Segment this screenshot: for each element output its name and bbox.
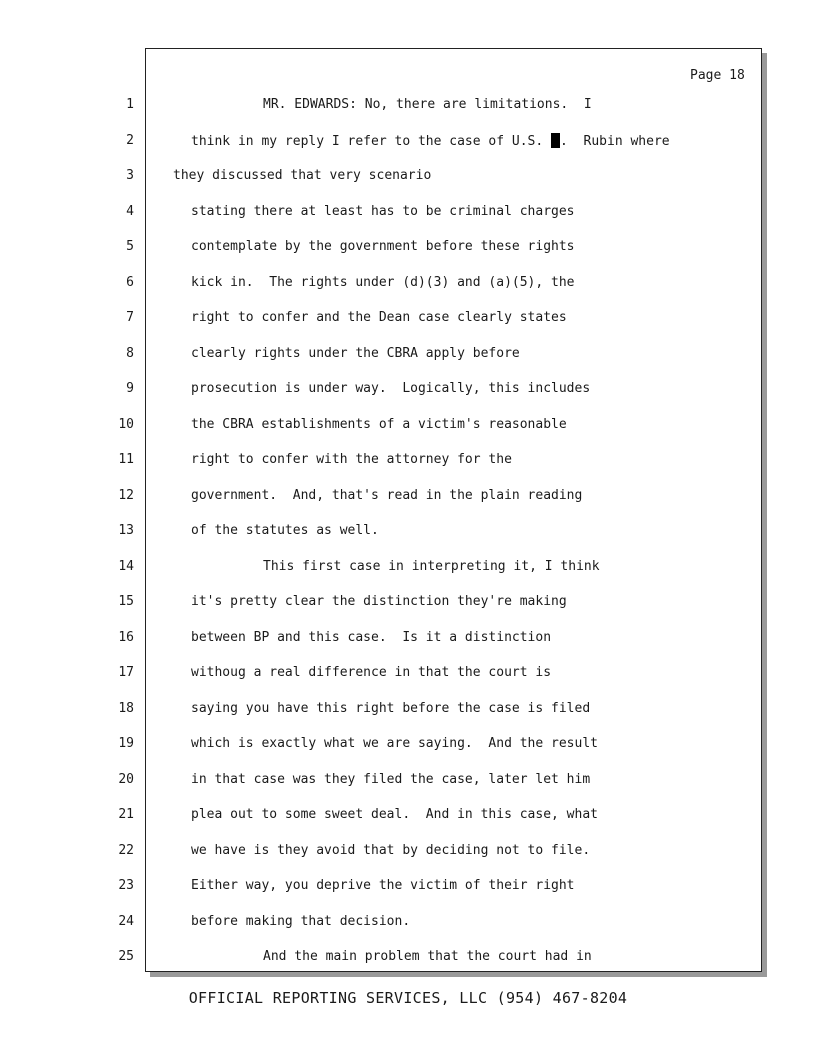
transcript-line: contemplate by the government before these rights — [191, 239, 575, 254]
line-number: 11 — [118, 452, 134, 467]
transcript-line: the CBRA establishments of a victim's reasonable — [191, 417, 567, 432]
transcript-line: right to confer with the attorney for the — [191, 452, 512, 467]
line-number: 15 — [118, 594, 134, 609]
line-number: 22 — [118, 843, 134, 858]
transcript-line: MR. EDWARDS: No, there are limitations. I — [263, 97, 592, 112]
line-number: 12 — [118, 488, 134, 503]
transcript-line — [191, 133, 670, 150]
transcript-line: Either way, you deprive the victim of their right — [191, 878, 575, 893]
transcript-line: which is exactly what we are saying. And the result — [191, 736, 598, 751]
line-number: 16 — [118, 630, 134, 645]
transcript-line: plea out to some sweet deal. And in this case, what — [191, 807, 598, 822]
transcript-line: between BP and this case. Is it a distinction — [191, 630, 552, 645]
transcript-line-part: think in my reply I refer to the case of U.S. — [191, 134, 552, 149]
line-number: 13 — [118, 523, 134, 538]
line-number: 14 — [118, 559, 134, 574]
line-number: 4 — [126, 204, 134, 219]
line-number: 1 — [126, 97, 134, 112]
line-number: 3 — [126, 168, 134, 183]
transcript-line: And the main problem that the court had in — [263, 949, 592, 964]
reporter-footer: OFFICIAL REPORTING SERVICES, LLC (954) 467-8204 — [188, 989, 628, 1007]
transcript-line: before making that decision. — [191, 914, 411, 929]
transcript-line: government. And, that's read in the plain reading — [191, 488, 583, 503]
redaction-block — [551, 133, 560, 148]
transcript-line: clearly rights under the CBRA apply before — [191, 346, 520, 361]
line-number: 17 — [118, 665, 134, 680]
line-number: 10 — [118, 417, 134, 432]
line-number: 24 — [118, 914, 134, 929]
line-number: 6 — [126, 275, 134, 290]
transcript-line: it's pretty clear the distinction they're making — [191, 594, 567, 609]
line-number: 19 — [118, 736, 134, 751]
transcript-line: This first case in interpreting it, I think — [263, 559, 600, 574]
line-number: 8 — [126, 346, 134, 361]
transcript-line: in that case was they filed the case, later let him — [191, 772, 591, 787]
transcript-line: saying you have this right before the case is filed — [191, 701, 591, 716]
transcript-line: withoug a real difference in that the court is — [191, 665, 552, 680]
line-number: 20 — [118, 772, 134, 787]
page-number: Page 18 — [690, 68, 745, 83]
transcript-line: they discussed that very scenario — [173, 168, 432, 183]
line-number: 5 — [126, 239, 134, 254]
line-number: 21 — [118, 807, 134, 822]
transcript-line: right to confer and the Dean case clearly states — [191, 310, 567, 325]
line-number: 23 — [118, 878, 134, 893]
transcript-line: stating there at least has to be criminal charges — [191, 204, 575, 219]
line-number: 2 — [126, 133, 134, 148]
transcript-page-frame — [145, 48, 762, 972]
line-number: 25 — [118, 949, 134, 964]
line-number: 9 — [126, 381, 134, 396]
transcript-line: of the statutes as well. — [191, 523, 379, 538]
line-number: 7 — [126, 310, 134, 325]
transcript-line: prosecution is under way. Logically, this includes — [191, 381, 591, 396]
transcript-line: we have is they avoid that by deciding not to file. — [191, 843, 591, 858]
transcript-line: kick in. The rights under (d)(3) and (a)(5), the — [191, 275, 575, 290]
transcript-line-part: . Rubin where — [560, 134, 670, 149]
line-number: 18 — [118, 701, 134, 716]
